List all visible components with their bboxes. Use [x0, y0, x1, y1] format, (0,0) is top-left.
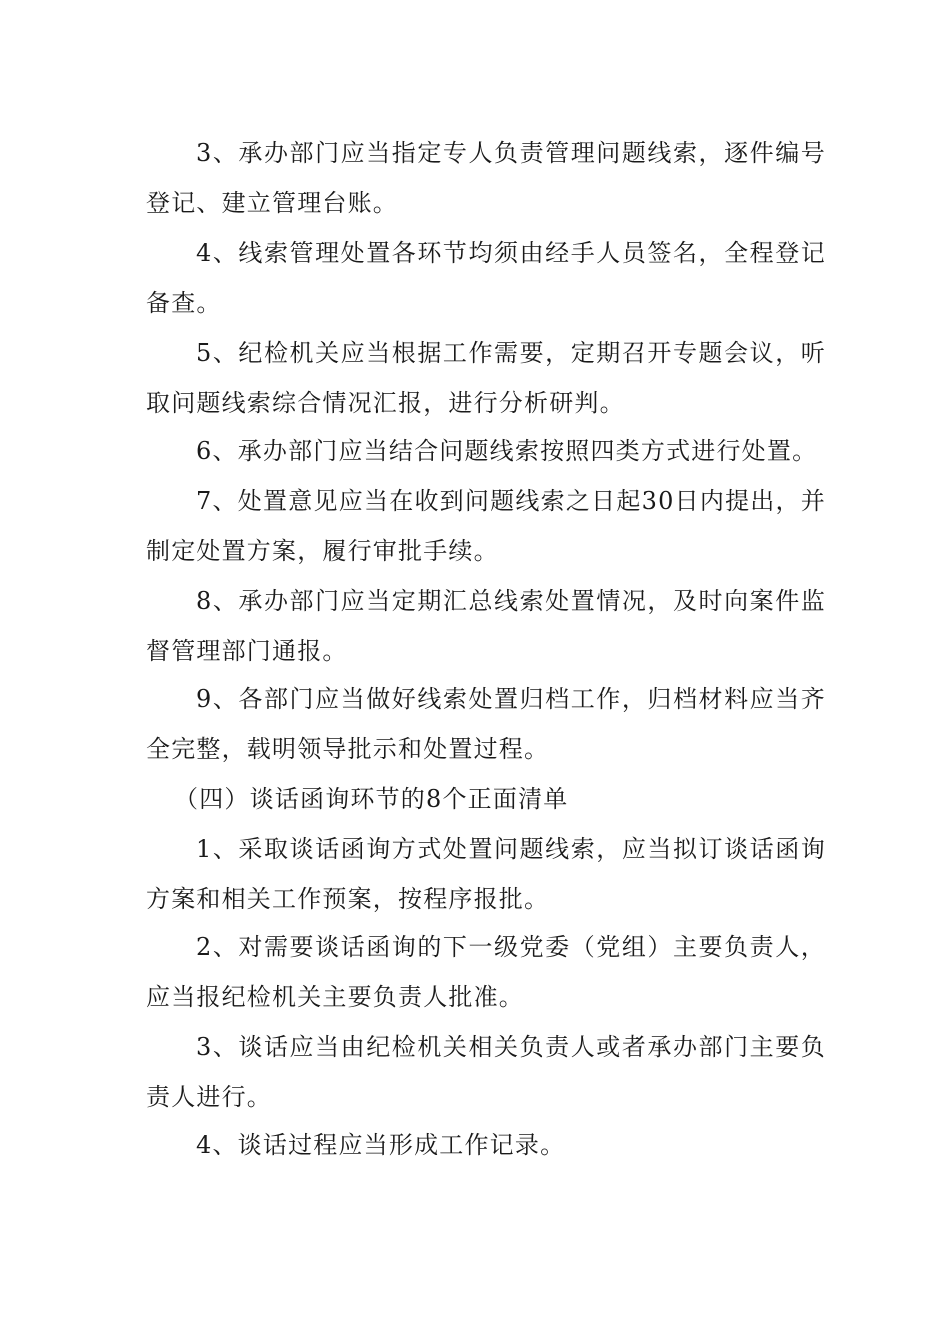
paragraph-9: 2、对需要谈话函询的下一级党委（党组）主要负责人，应当报纪检机关主要负责人批准。	[146, 933, 826, 1011]
paragraph-1: 3、承办部门应当指定专人负责管理问题线索，逐件编号登记、建立管理台账。	[146, 139, 826, 217]
paragraph-3: 5、纪检机关应当根据工作需要，定期召开专题会议，听取问题线索综合情况汇报，进行分析研判。	[146, 339, 826, 417]
paragraph-6: 8、承办部门应当定期汇总线索处置情况，及时向案件监督管理部门通报。	[146, 587, 826, 665]
paragraph-5: 7、处置意见应当在收到问题线索之日起30日内提出，并制定处置方案，履行审批手续。	[146, 487, 826, 565]
paragraph-4: 6、承办部门应当结合问题线索按照四类方式进行处置。	[196, 437, 818, 465]
section-heading: （四）谈话函询环节的8个正面清单	[174, 785, 569, 813]
paragraph-8: 1、采取谈话函询方式处置问题线索，应当拟订谈话函询方案和相关工作预案，按程序报批。	[146, 835, 826, 913]
paragraph-10: 3、谈话应当由纪检机关相关负责人或者承办部门主要负责人进行。	[146, 1033, 826, 1111]
paragraph-7: 9、各部门应当做好线索处置归档工作，归档材料应当齐全完整，载明领导批示和处置过程。	[146, 685, 826, 763]
paragraph-2: 4、线索管理处置各环节均须由经手人员签名，全程登记备查。	[146, 239, 826, 317]
paragraph-11: 4、谈话过程应当形成工作记录。	[196, 1131, 566, 1159]
